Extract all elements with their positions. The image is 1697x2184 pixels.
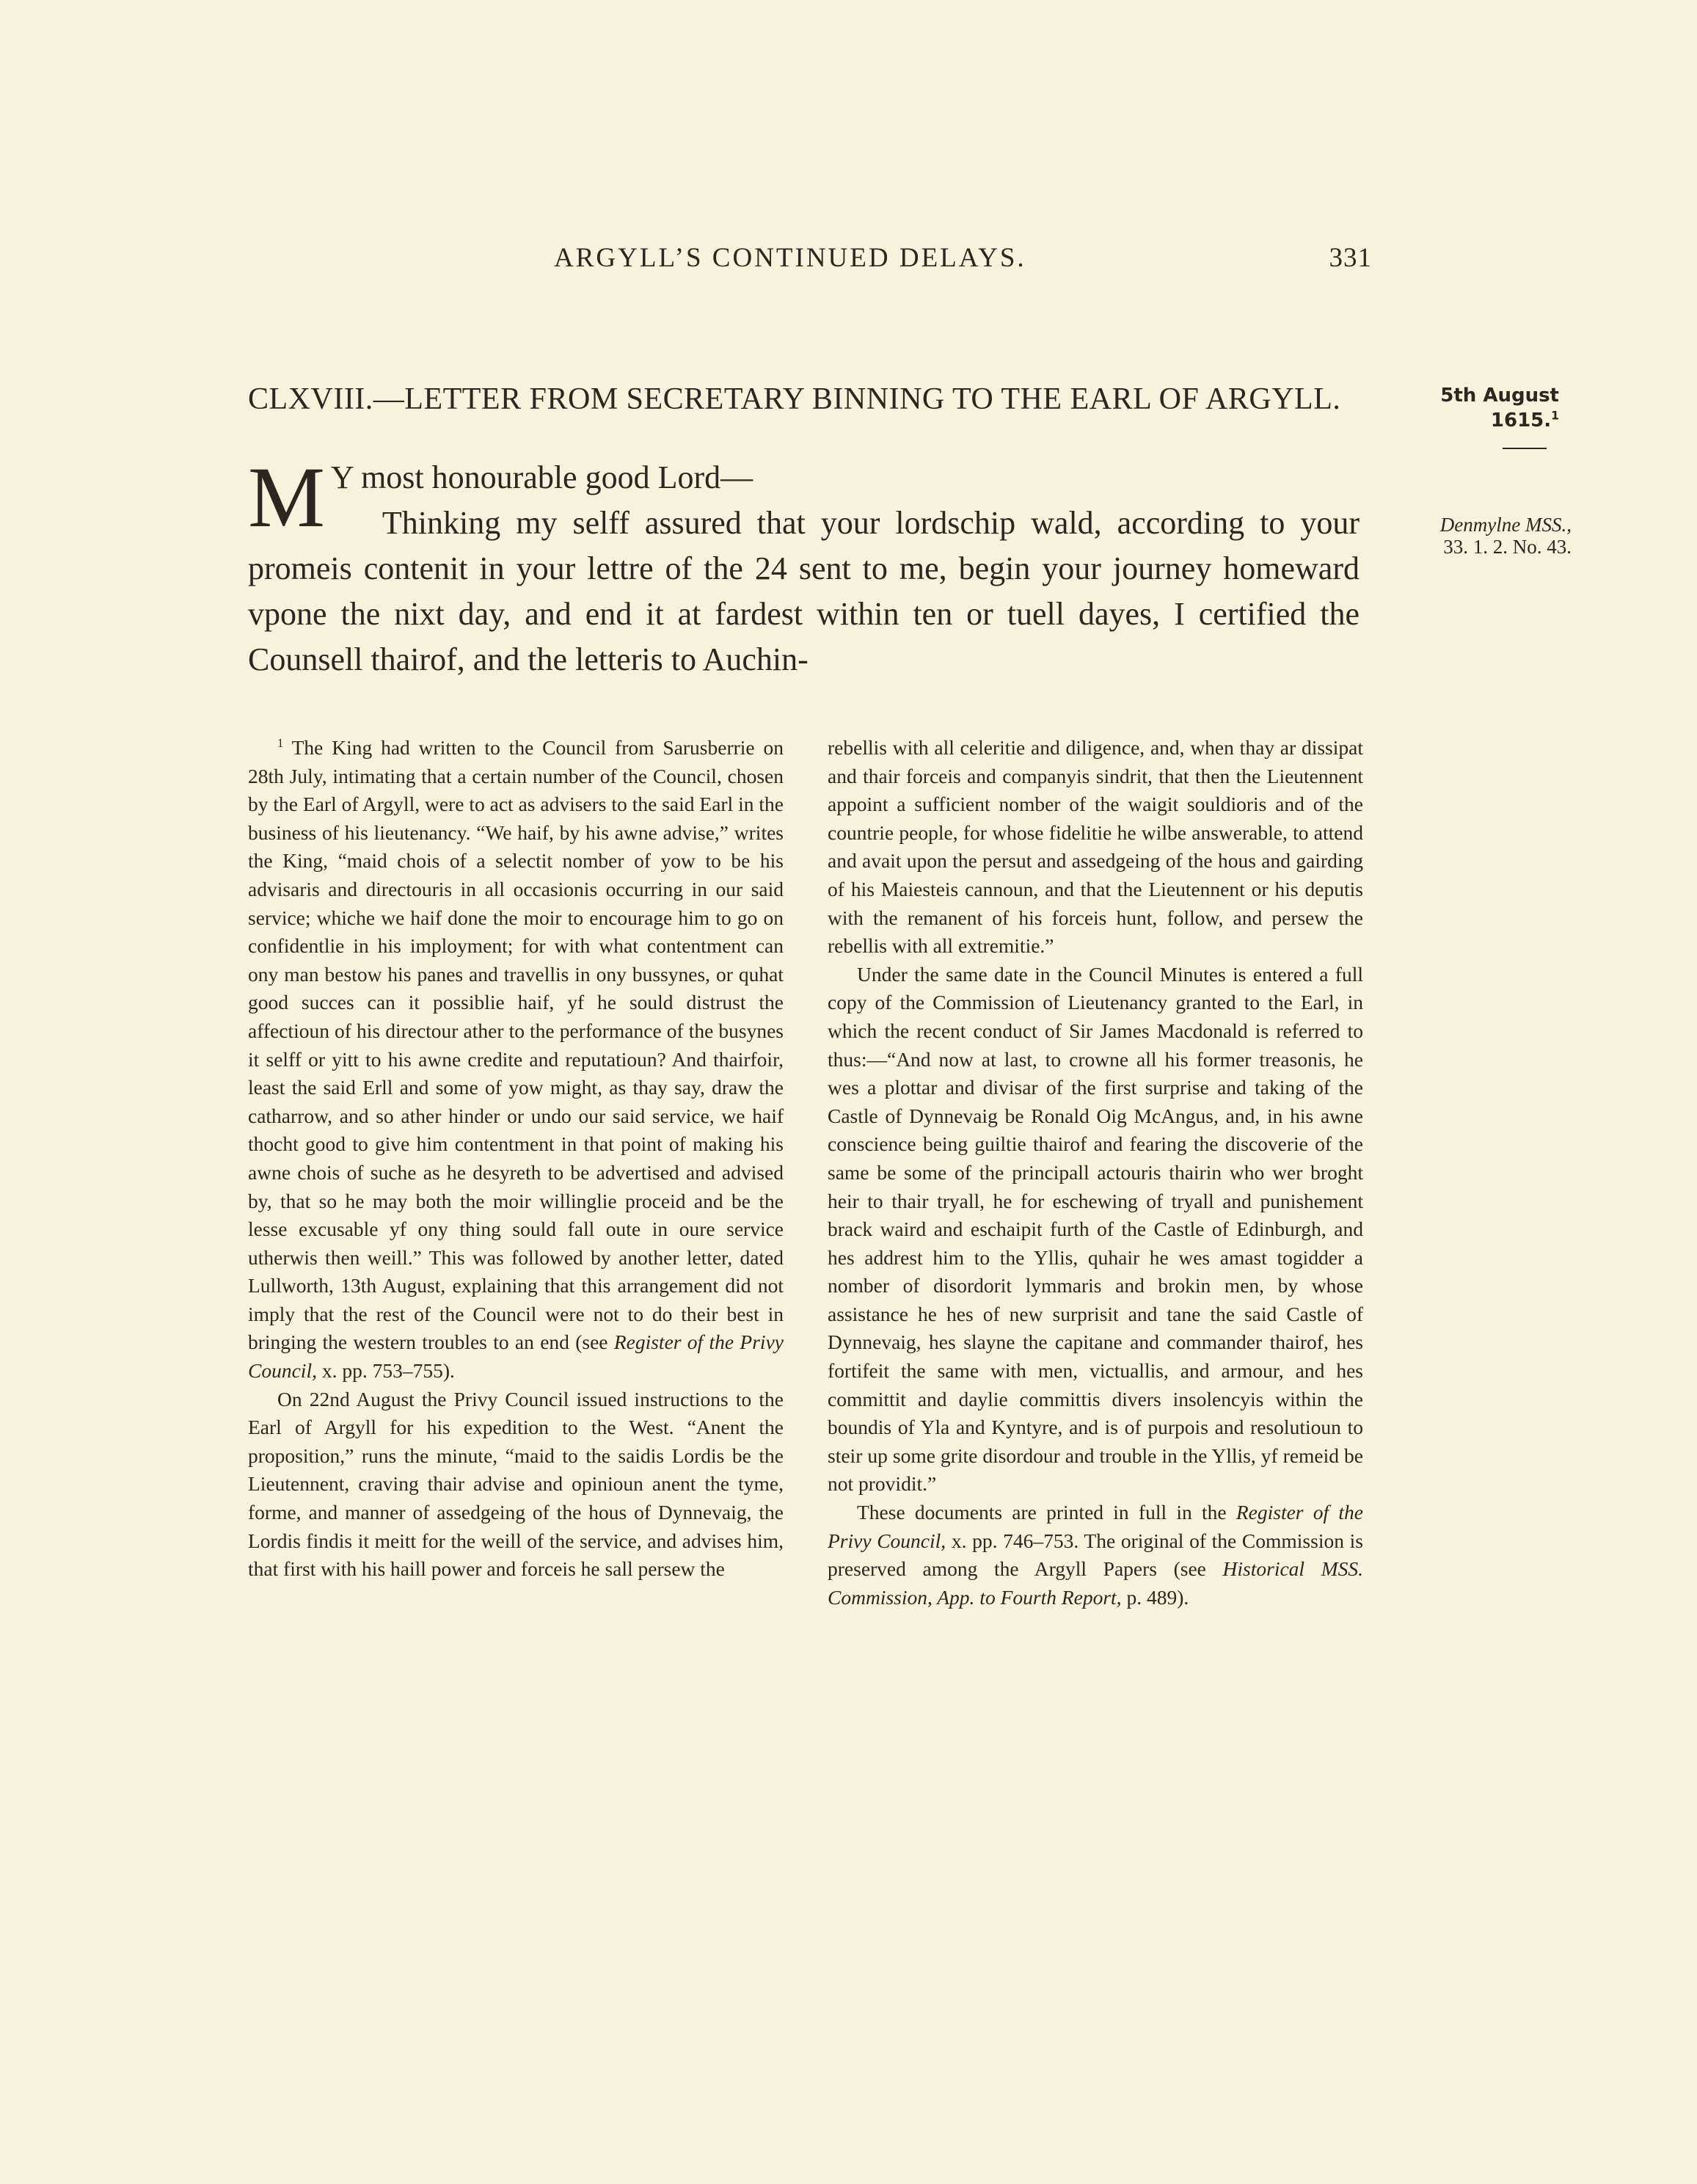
- margin-footnote-mark: 1: [1551, 409, 1559, 423]
- margin-date-year: 1615.: [1490, 410, 1552, 432]
- margin-source-ref: 33. 1. 2. No. 43.: [1443, 536, 1572, 558]
- margin-source: [1379, 514, 1572, 558]
- margin-date: [1412, 383, 1559, 433]
- drop-cap: M: [248, 449, 325, 545]
- margin-divider: [1503, 448, 1547, 449]
- footnote-column-right: [828, 734, 1363, 1612]
- footnote-column-left: [248, 734, 784, 1612]
- footnote-citation: Historical MSS. Commission, App. to Fourth Report,: [828, 1557, 1363, 1609]
- footnote-paragraph: [248, 734, 784, 1386]
- footnote-citation: Register of the Privy Council,: [828, 1501, 1363, 1552]
- footnote-mark: 1: [277, 735, 284, 750]
- footnotes: [248, 734, 1363, 1612]
- page-number: 331: [1329, 243, 1372, 273]
- margin-source-title: Denmylne MSS.,: [1439, 514, 1572, 536]
- margin-date-day: 5th August: [1440, 385, 1559, 407]
- letter-body: Thinking my selff assured that your lordschip wald, according to your promeis contenit in your lettre of the 24 sent to me, begin your journey homeward vpone the nixt day, and end it at fardest within ten or tuell dayes, I certified the Counsell thairof, and the letteris to Auchin-: [248, 505, 1360, 677]
- letter-text: [248, 449, 1360, 682]
- footnote-text: p. 489).: [1121, 1585, 1189, 1609]
- footnote-paragraph: Under the same date in the Council Minutes is entered a full copy of the Commission of Lieutenancy granted to the Earl, in which the recent conduct of Sir James Macdonald is referred to thus:—“And now at last, to crowne all his former treasonis, he wes a plottar and divisar of the first surprise and taking of the Castle of Dynnevaig be Ronald Oig McAngus, and, in his awne conscience being guiltie thairof and fearing the discoverie of the same be some of the principall actouris thairin who wer broght heir to thair tryall, he for eschewing of tryall and punishement brack waird and eschaipit furth of the Castle of Edinburgh, and hes addrest him to the Yllis, quhair he wes amast togidder a nomber of disordorit lymmaris and brokin men, by whose assistance he hes of new surprisit and tane the said Castle of Dynnevaig, hes slayne the capitane and commander thairof, hes fortifeit the same with men, victuallis, and armour, and hes committit and daylie committis divers insolencyis within the boundis of Yla and Kyntyre, and is of purpois and resolutioun to steir up some grite disordour and trouble in the Yllis, yf remeid be not providit.”: [828, 962, 1363, 1496]
- footnote-paragraph: rebellis with all celeritie and diligence, and, when thay ar dissipat and thair forceis and companyis sindrit, that then the Lieutennent appoint a sufficient nomber of the waigit souldioris and of the countrie people, for whose fidelitie he wilbe answerable, to attend and avait upon the persut and assedgeing of the hous and gairding of his Maiesteis cannoun, and that the Lieutennent or his deputis with the remanent of his forceis hunt, follow, and persew the rebellis with all extremitie.”: [828, 736, 1363, 958]
- running-head-title: ARGYLL’S CONTINUED DELAYS.: [554, 243, 1026, 273]
- footnote-text: x. pp. 753–755).: [316, 1359, 455, 1383]
- footnote-paragraph: On 22nd August the Privy Council issued instructions to the Earl of Argyll for his expedition to the West. “Anent the proposition,” runs the minute, “maid to the saidis Lordis be the Lieutennent, craving thair advise and opinioun anent the tyme, forme, and manner of assedgeing of the hous of Dynnevaig, the Lordis findis it meitt for the weill of the service, and advises him, that first with his haill power and forceis he sall persew the: [248, 1387, 784, 1581]
- letter-salutation: Y most honourable good Lord—: [330, 459, 753, 495]
- footnote-paragraph: [828, 1499, 1363, 1612]
- footnote-text: x. pp. 746–753. The original of the Commission is preserved among the Argyll Papers (see: [828, 1529, 1363, 1581]
- footnote-text: The King had written to the Council from Sarusberrie on 28th July, intimating that a certain number of the Council, chosen by the Earl of Argyll, were to act as advisers to the said Earl in the business of his lieutenancy. “We haif, by his awne advise,” writes the King, “maid chois of a selectit nomber of yow to be his advisaris and directouris in all occasionis occurring in our said service; whiche we haif done the moir to encourage him to go on confidentlie in his imployment; for with what contentment can ony man bestow his panes and travellis in ony bussynes, or quhat good succes can it possiblie haif, yf he sould distrust the affectioun of his directour ather to the performance of the busynes it selff or yitt to his awne credite and reputatioun? And thairfoir, least the said Erll and some of yow might, as thay say, draw the catharrow, and so ather hinder or undo our said service, we haif thocht good to give him contentment in that point of making his awne chois of suche as he desyreth to be advertised and advised by, that so he may both the moir willinglie proceid and be the lesse excusable yf ony thing sould fall oute in oure service utherwis then weill.” This was followed by another letter, dated Lullworth, 13th August, explaining that this arrangement did not imply that the rest of the Council were not to do their best in bringing the western troubles to an end (see: [248, 736, 784, 1354]
- footnote-citation: Register of the Privy Council,: [248, 1331, 784, 1383]
- document-title: CLXVIII.—LETTER FROM SECRETARY BINNING TO THE EARL OF ARGYLL.: [248, 382, 1341, 416]
- footnote-text: These documents are printed in full in the: [857, 1501, 1236, 1524]
